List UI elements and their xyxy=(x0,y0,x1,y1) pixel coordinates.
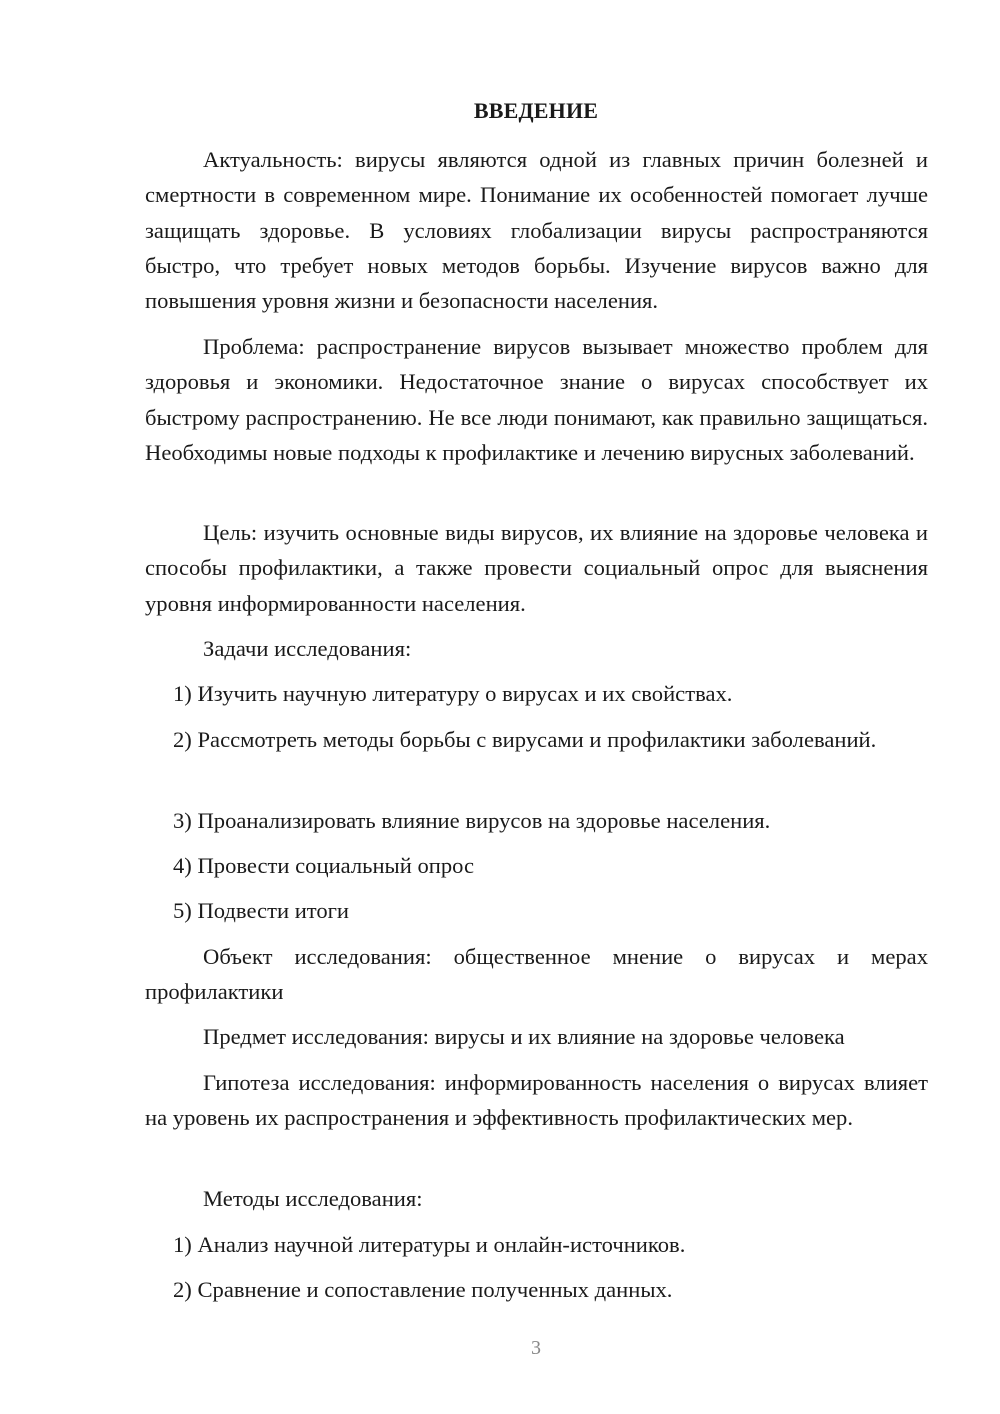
page-number: 3 xyxy=(531,1337,541,1359)
methods-heading: Методы исследования: xyxy=(203,1186,423,1211)
paragraph-subject: Предмет исследования: вирусы и их влияние на здоровье человека xyxy=(203,1024,845,1049)
method-item-1: 1) Анализ научной литературы и онлайн-источников. xyxy=(173,1232,686,1257)
paragraph-relevance: Актуальность: вирусы являются одной из главных причин болезней и смертности в современном мире. Понимание их особенностей помогает лучше защищать здоровье. В условиях глобализации вирусы распространяются быстро, что требует новых методов борьбы. Изучение вирусов важно для повышения уровня жизни и безопасности населения. xyxy=(145,147,928,314)
paragraph-goal: Цель: изучить основные виды вирусов, их влияние на здоровье человека и способы профилактики, а также провести социальный опрос для выяснения уровня информированности населения. xyxy=(145,520,928,616)
tasks-heading: Задачи исследования: xyxy=(203,636,412,661)
paragraph-object: Объект исследования: общественное мнение о вирусах и мерах профилактики xyxy=(145,944,928,1005)
task-item-2: 2) Рассмотреть методы борьбы с вирусами и профилактики заболеваний. xyxy=(173,727,877,752)
paragraph-hypothesis: Гипотеза исследования: информированность населения о вирусах влияет на уровень их распространения и эффективность профилактических мер. xyxy=(145,1070,928,1131)
task-item-1: 1) Изучить научную литературу о вирусах и их свойствах. xyxy=(173,681,733,706)
task-item-3: 3) Проанализировать влияние вирусов на здоровье населения. xyxy=(173,808,771,833)
paragraph-problem: Проблема: распространение вирусов вызывает множество проблем для здоровья и экономики. Недостаточное знание о вирусах способствует их быстрому распространению. Не все люди понимают, как правильно защищаться. Необходимы новые подходы к профилактике и лечению вирусных заболеваний. xyxy=(145,334,928,465)
task-item-5: 5) Подвести итоги xyxy=(173,898,350,923)
task-item-4: 4) Провести социальный опрос xyxy=(173,853,475,878)
method-item-2: 2) Сравнение и сопоставление полученных данных. xyxy=(173,1277,673,1302)
page-title: ВВЕДЕНИЕ xyxy=(473,98,599,123)
